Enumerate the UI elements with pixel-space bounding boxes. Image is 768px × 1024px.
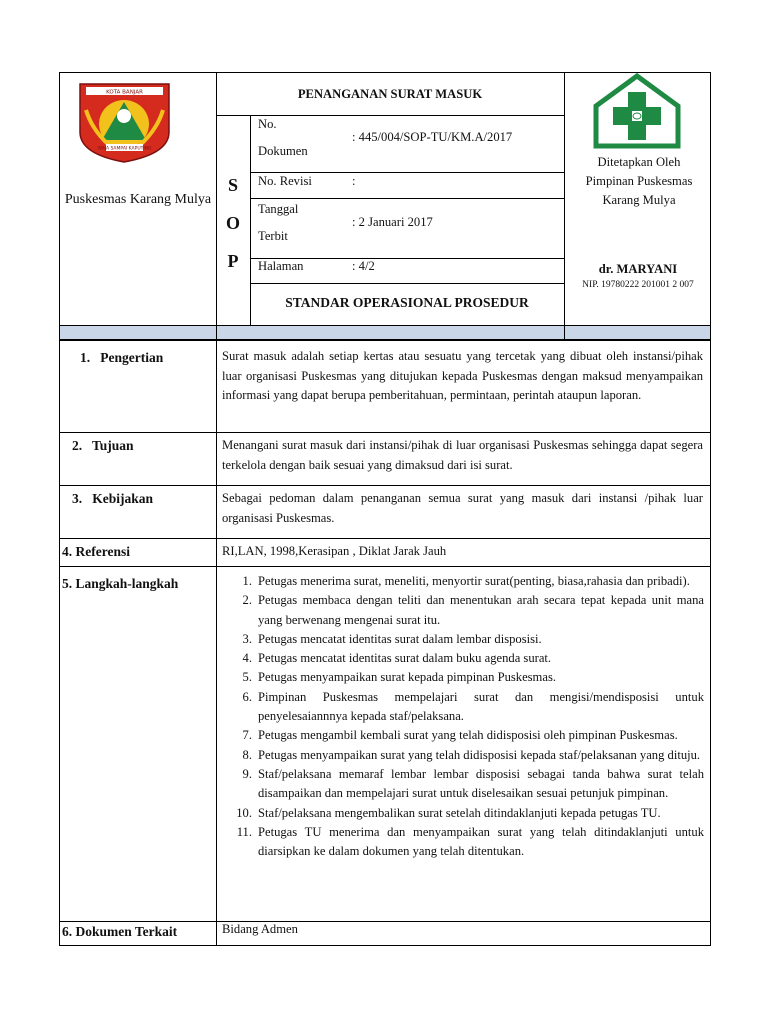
section-label-pengertian: 1. Pengertian xyxy=(80,350,164,365)
approved-by: Ditetapkan Oleh Pimpinan Puskesmas Karang Mulya xyxy=(585,155,693,207)
puskesmas-logo xyxy=(588,72,686,152)
signatory-name: dr. MARYANI xyxy=(598,262,678,276)
list-item: 9. Staf/pelaksana memaraf lembar lembar disposisi sebagai tanda bahwa surat telah disampaikan dan mempelajari surat untuk diselesaikan sesuai petunjuk pimpinan. xyxy=(242,766,704,801)
list-item: 6. Pimpinan Puskesmas mempelajari surat dan mengisi/mendisposisi untuk penyelesaiannnya kepada staf/pelaksana. xyxy=(242,689,704,724)
signatory-nip: NIP. 19780222 201001 2 007 xyxy=(582,280,694,290)
meta-label-tanggal-1: Tanggal xyxy=(258,202,299,216)
section-text-tujuan: Menangani surat masuk dari instansi/pihak di luar organisasi Puskesmas sehingga dapat segera terkelola dengan baik sesuai yang dimaksud dari isi surat. xyxy=(222,438,703,472)
section-label-referensi: 4. Referensi xyxy=(62,544,130,559)
list-item: 11. Petugas TU menerima dan menyampaikan surat yang telah ditindaklanjuti untuk diarsipkan ke dalam dokumen yang telah ditentukan. xyxy=(236,824,704,859)
section-text-dokumen-terkait: Bidang Admen xyxy=(222,922,298,936)
section-text-pengertian: Surat masuk adalah setiap kertas atau sesuatu yang tercetak yang dibuat oleh instansi/pihak luar organisasi Puskesmas yang ditujukan kepada Puskesmas dengan maksud menyampaikan informasi yang dapat berupa pemberitahuan, permintaan, perintah ataupun laporan. xyxy=(222,349,703,402)
sop-full-title: STANDAR OPERASIONAL PROSEDUR xyxy=(285,295,529,310)
sop-letter-p: P xyxy=(227,251,239,271)
list-item: 8. Petugas menyampaikan surat yang telah didisposisi kepada staf/pelaksanan yang dituju. xyxy=(242,747,701,762)
regional-logo-motto: WAJA SAMPAI KAPUTING xyxy=(97,146,152,152)
list-item: 10. Staf/pelaksana mengembalikan surat setelah ditindaklanjuti kepada petugas TU. xyxy=(236,805,661,820)
list-item: 1. Petugas menerima surat, meneliti, menyortir surat(penting, biasa,rahasia dan pribadi). xyxy=(242,574,690,588)
list-item: 7. Petugas mengambil kembali surat yang telah didisposisi oleh pimpinan Puskesmas. xyxy=(242,728,678,743)
meta-label-tanggal-2: Terbit xyxy=(258,229,288,243)
header-shade-bar xyxy=(60,326,710,339)
meta-label-halaman: Halaman xyxy=(258,259,304,273)
list-item: 4. Petugas mencatat identitas surat dalam buku agenda surat. xyxy=(242,651,552,666)
sop-letter-s: S xyxy=(227,175,238,195)
sop-letter-o: O xyxy=(225,213,240,233)
section-label-tujuan: 2. Tujuan xyxy=(72,438,134,453)
list-item: 2. Petugas membaca dengan teliti dan menentukan arah secara tepat kepada unit mana yang berwenang mengenai surat itu. xyxy=(242,593,704,627)
meta-value-no-dokumen: : 445/004/SOP-TU/KM.A/2017 xyxy=(352,130,513,144)
meta-label-no-dokumen-1: No. xyxy=(258,117,277,131)
org-name: Puskesmas Karang Mulya xyxy=(64,192,212,207)
steps-list xyxy=(226,572,704,861)
document-title: PENANGANAN SURAT MASUK xyxy=(297,87,483,101)
meta-label-no-revisi: No. Revisi xyxy=(258,174,312,188)
meta-value-tanggal: : 2 Januari 2017 xyxy=(352,215,433,229)
meta-value-no-revisi: : xyxy=(352,174,356,188)
meta-label-no-dokumen-2: Dokumen xyxy=(258,144,308,158)
section-label-dokumen-terkait: 6. Dokumen Terkait xyxy=(62,924,178,939)
section-text-referensi: RI,LAN, 1998,Kerasipan , Diklat Jarak Jauh xyxy=(222,544,447,558)
regional-logo xyxy=(72,80,177,164)
section-label-kebijakan: 3. Kebijakan xyxy=(72,491,154,506)
section-text-kebijakan: Sebagai pedoman dalam penanganan semua surat yang masuk dari instansi /pihak luar organisasi Puskesmas. xyxy=(222,491,703,525)
regional-logo-banner: KOTA BANJAR xyxy=(106,89,143,96)
list-item: 3. Petugas mencatat identitas surat dalam lembar disposisi. xyxy=(242,631,542,646)
meta-value-halaman: : 4/2 xyxy=(352,259,375,273)
section-label-langkah: 5. Langkah-langkah xyxy=(62,576,179,591)
list-item: 5. Petugas menyampaikan surat kepada pimpinan Puskesmas. xyxy=(242,670,556,685)
